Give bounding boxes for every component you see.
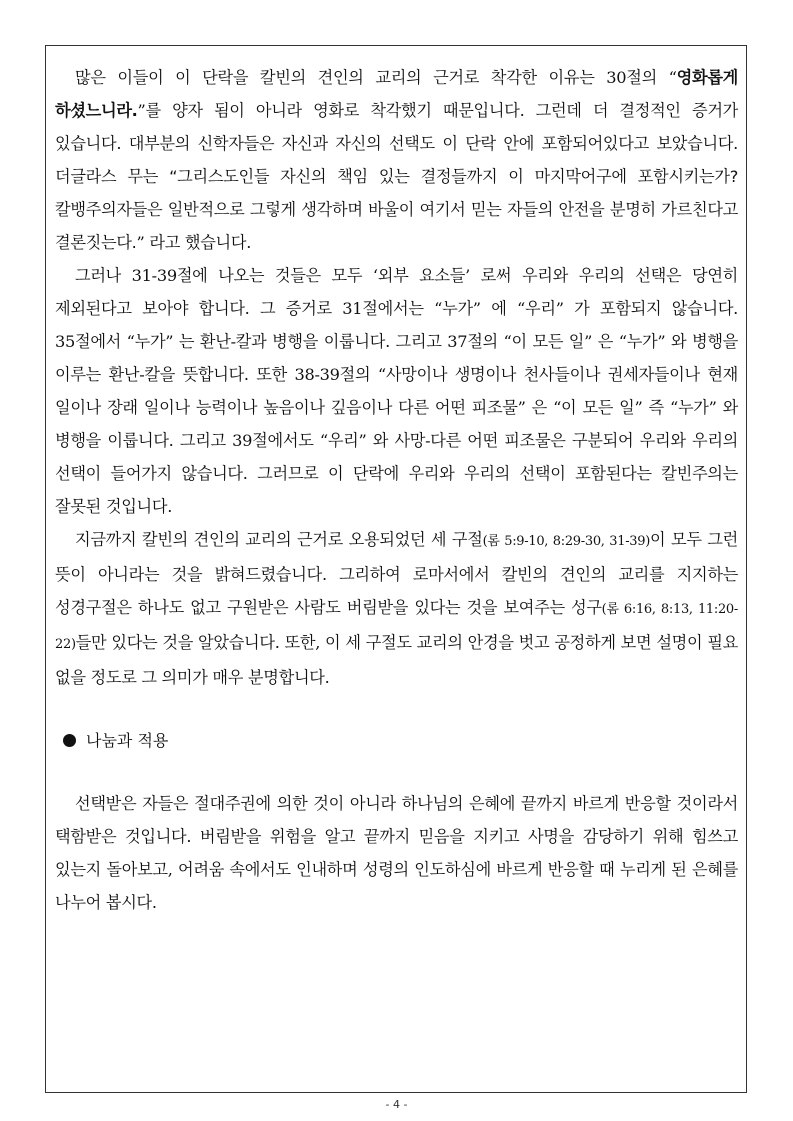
paragraph-1-intro: 많은 이들이 이 단락을 칼빈의 견인의 교리의 근거로 착각한 이유는 30절의 “: [75, 68, 677, 87]
section-heading: [55, 724, 738, 757]
bullet-circle-icon: [63, 734, 76, 747]
paragraph-3-part-3: 들만 있다는 것을 알았습니다. 또한, 이 세 구절도 교리의 안경을 벗고 공정하게 보면 설명이 필요 없을 정도로 그 의미가 매우 분명합니다.: [55, 633, 738, 687]
section-heading-label: 나눔과 적용: [86, 731, 169, 750]
douglas-moo-quote: “그리스도인들 자신의 책임 있는 결정들까지 이 마지막어구에 포함시키는가? 칼뱅주의자들은 일반적으로 그렇게 생각하며 바울이 여기서 믿는 자들의 안전을 분명히 가르친다고 결론짓는다.: [55, 167, 738, 252]
document-body: [55, 61, 738, 919]
scripture-reference-1: (롬 5:9-10, 8:29-30, 31-39): [482, 534, 651, 549]
paragraph-1-end: ” 라고 했습니다.: [136, 233, 252, 252]
paragraph-1-middle: ”를 양자 됨이 아니라 영화로 착각했기 때문입니다. 그런데 더 결정적인 증거가 있습니다. 대부분의 신학자들은 자신과 자신의 선택도 이 단락 안에 포함되어있다고 보았습니다. 더글라스 무는: [55, 101, 738, 186]
emphasized-verse: 영화롭게 하셨느니라.: [55, 68, 738, 120]
paragraph-1: [55, 61, 738, 259]
paragraph-3-part-2: 이 모두 그런 뜻이 아니라는 것을 밝혀드렸습니다. 그리하여 로마서에서 칼빈의 견인의 교리를 지지하는 성경구절은 하나도 없고 구원받은 사람도 버림받을 있다는 것을 보여주는 성구: [55, 530, 738, 617]
paragraph-3-part-1: 지금까지 칼빈의 견인의 교리의 근거로 오용되었던 세 구절: [75, 530, 483, 549]
page-number: - 4 -: [385, 1098, 408, 1111]
scripture-reference-2: (롬 6:16, 8:13, 11:20-22): [55, 602, 738, 652]
application-paragraph: 선택받은 자들은 절대주권에 의한 것이 아니라 하나님의 은혜에 끝까지 바르게 반응할 것이라서 택함받은 것입니다. 버림받을 위험을 알고 끝까지 믿음을 지키고 사명을 감당하기 위해 힘쓰고 있는지 돌아보고, 어려움 속에서도 인내하며 성령의 인도하심에 바르게 반응할 때 누리게 된 은혜를 나누어 봅시다.: [55, 794, 738, 912]
paragraph-2: 그러나 31-39절에 나오는 것들은 모두 ‘외부 요소들’ 로써 우리와 우리의 선택은 당연히 제외된다고 보아야 합니다. 그 증거로 31절에서는 “누가” 에 “우리” 가 포함되지 않습니다. 35절에서 “누가” 는 환난-칼과 병행을 이룹니다. 그리고 37절의 “이 모든 일” 은 “누가” 와 병행을 이루는 환난-칼을 뜻합니다. 또한 38-39절의 “사망이나 생명이나 천사들이나 권세자들이나 현재 일이나 장래 일이나 능력이나 높음이나 깊음이나 다른 어떤 피조물” 은 “이 모든 일” 즉 “누가” 와 병행을 이룹니다. 그리고 39절에서도 “우리” 와 사망-다른 어떤 피조물은 구분되어 우리와 우리의 선택이 들어가지 않습니다. 그러므로 이 단락에 우리와 우리의 선택이 포함된다는 칼빈주의는 잘못된 것입니다.: [55, 266, 738, 516]
paragraph-3: [55, 523, 738, 694]
